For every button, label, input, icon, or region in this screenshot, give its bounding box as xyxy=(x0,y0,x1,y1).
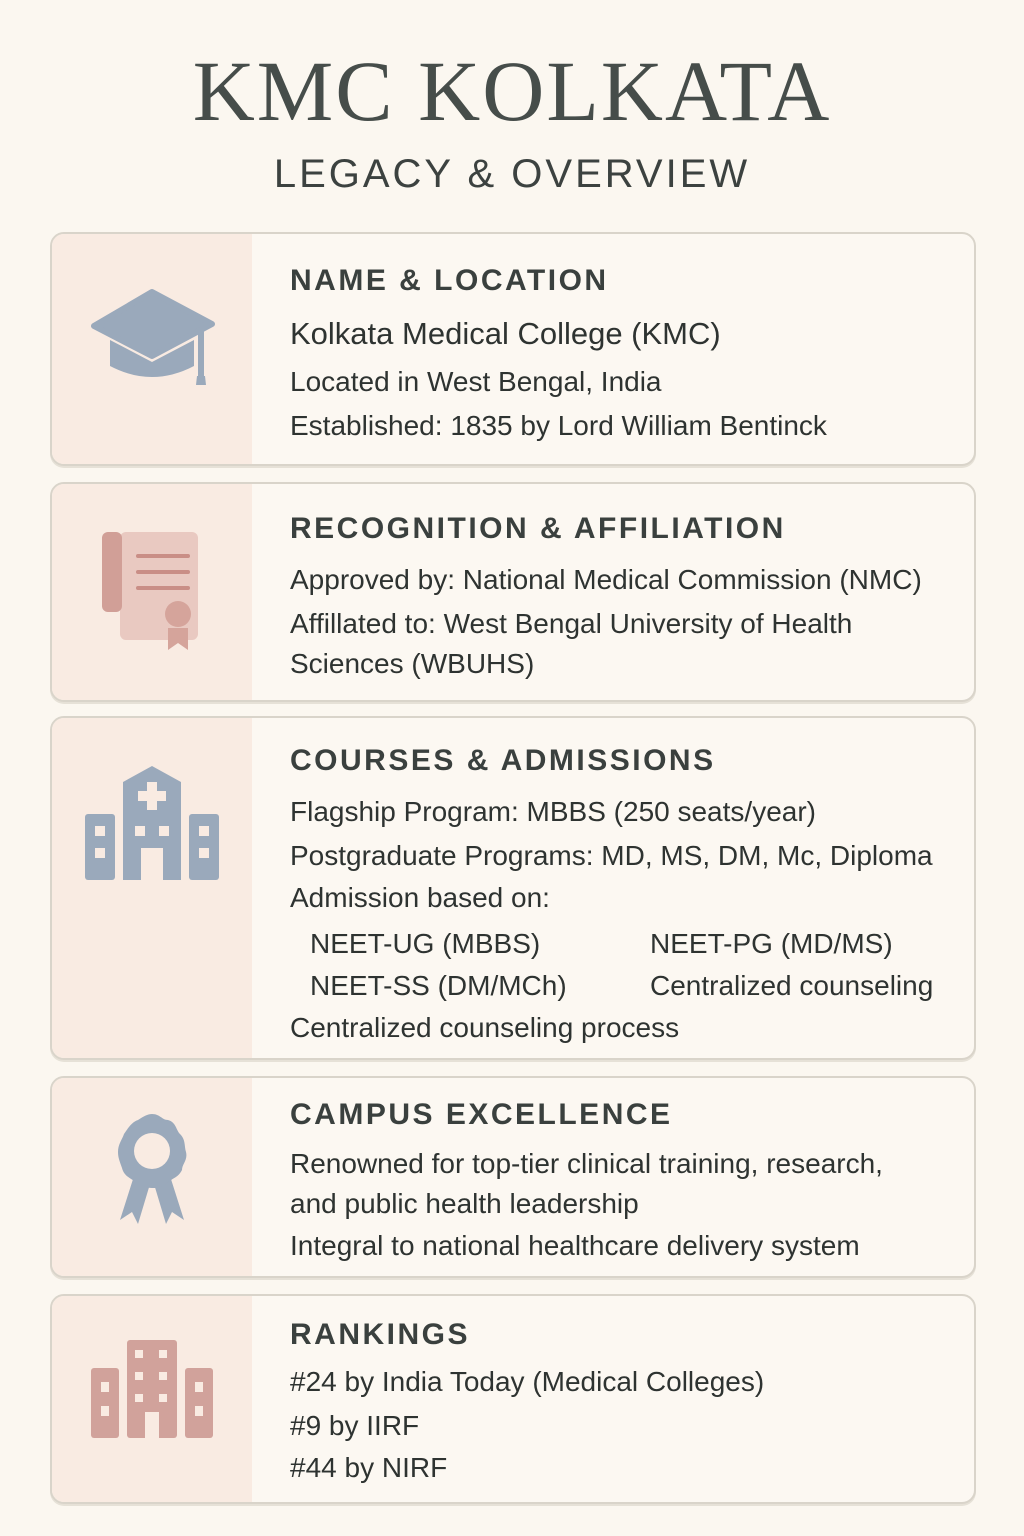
ranking-iirf: #9 by IIRF xyxy=(290,1410,420,1441)
icon-panel xyxy=(52,234,252,464)
section-heading: RECOGNITION & AFFILIATION xyxy=(290,512,786,545)
excellence-text-cont: and public health leadership xyxy=(290,1188,639,1219)
city-buildings-icon xyxy=(52,1340,252,1438)
affiliated-to-text: Affillated to: West Bengal University of Health xyxy=(290,608,853,639)
card-recognition-affiliation xyxy=(50,482,976,702)
admission-item-neet-pg: NEET-PG (MD/MS) xyxy=(650,928,893,959)
ranking-india-today: #24 by India Today (Medical Colleges) xyxy=(290,1366,765,1397)
college-name: Kolkata Medical College (KMC) xyxy=(290,316,721,351)
icon-panel xyxy=(52,1296,252,1502)
icon-panel xyxy=(52,1078,252,1276)
section-heading: NAME & LOCATION xyxy=(290,264,609,297)
card-courses-admissions xyxy=(50,716,976,1060)
admission-item-counseling: Centralized counseling xyxy=(650,970,934,1001)
icon-panel xyxy=(52,484,252,700)
admission-item-neet-ug: NEET-UG (MBBS) xyxy=(310,928,541,959)
postgraduate-programs-text: Postgraduate Programs: MD, MS, DM, Mc, Diploma xyxy=(290,840,933,871)
icon-panel xyxy=(52,718,252,1058)
affiliated-to-text-cont: Sciences (WBUHS) xyxy=(290,648,535,679)
approved-by-text: Approved by: National Medical Commission (NMC) xyxy=(290,564,922,595)
section-heading: CAMPUS EXCELLENCE xyxy=(290,1098,673,1131)
section-heading: RANKINGS xyxy=(290,1318,471,1351)
section-heading: COURSES & ADMISSIONS xyxy=(290,744,716,777)
card-name-location xyxy=(50,232,976,466)
page-subtitle: LEGACY & OVERVIEW xyxy=(273,152,751,196)
page-title: KMC KOLKATA xyxy=(192,43,832,139)
admission-item-neet-ss: NEET-SS (DM/MCh) xyxy=(310,970,567,1001)
established-text: Established: 1835 by Lord William Bentinck xyxy=(290,410,827,441)
certificate-scroll-icon xyxy=(52,532,252,654)
hospital-building-icon xyxy=(52,766,252,880)
healthcare-integration-text: Integral to national healthcare delivery system xyxy=(290,1230,860,1261)
graduation-cap-icon xyxy=(52,288,252,388)
excellence-text: Renowned for top-tier clinical training, research, xyxy=(290,1148,883,1179)
ranking-nirf: #44 by NIRF xyxy=(290,1452,448,1483)
card-campus-excellence xyxy=(50,1076,976,1278)
admission-based-on-label: Admission based on: xyxy=(290,882,550,913)
location-text: Located in West Bengal, India xyxy=(290,366,662,397)
counseling-process-text: Centralized counseling process xyxy=(290,1012,680,1043)
award-ribbon-icon xyxy=(52,1112,252,1226)
flagship-program-text: Flagship Program: MBBS (250 seats/year) xyxy=(290,796,816,827)
card-rankings xyxy=(50,1294,976,1504)
